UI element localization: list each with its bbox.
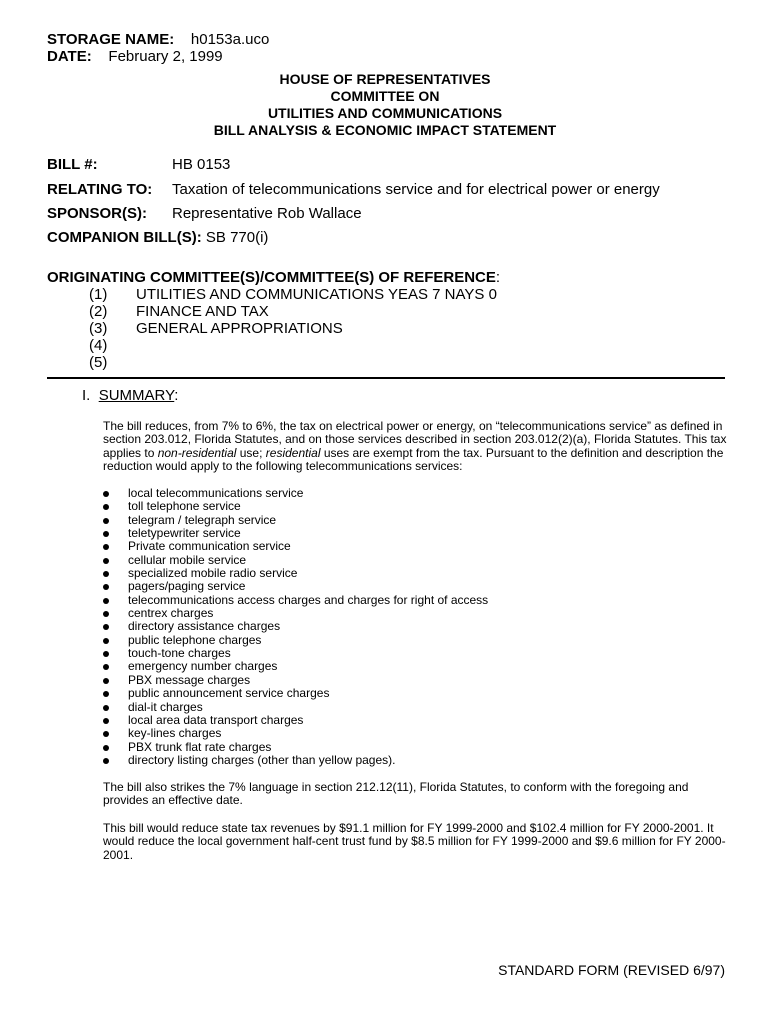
committee-name: FINANCE AND TAX <box>136 303 269 320</box>
date-label: DATE <box>47 48 87 65</box>
form-footer: STANDARD FORM (REVISED 6/97) <box>498 962 725 978</box>
date-line: DATE: February 2, 1999 <box>47 48 223 65</box>
list-item: telegram / telegraph service <box>103 514 728 527</box>
list-item: cellular mobile service <box>103 554 728 567</box>
heading-line: HOUSE OF REPRESENTATIVES <box>279 71 491 87</box>
summary-paragraph: This bill would reduce state tax revenues by $91.1 million for FY 1999-2000 and $102.4 million for FY 2000-2001. It would reduce the local government half-cent trust fund by $8.5 million for FY 1999-2000 and $9.6 million for FY 2000-2001. <box>103 821 726 862</box>
committee-number: (4) <box>89 337 108 354</box>
summary-emphasis: non-residential <box>157 445 237 460</box>
committee-number: (3) <box>89 320 108 337</box>
relating-to-value: Taxation of telecommunications service and for electrical power or energy <box>172 181 660 198</box>
summary-numeral: I. <box>82 387 91 404</box>
heading-line: BILL ANALYSIS & ECONOMIC IMPACT STATEMENT <box>213 122 557 138</box>
heading-line: UTILITIES AND COMMUNICATIONS <box>267 105 503 121</box>
bullet-icon <box>103 531 109 537</box>
bill-number-label: BILL # <box>47 156 93 173</box>
bullet-icon <box>103 758 109 764</box>
committee-name: GENERAL APPROPRIATIONS <box>136 320 343 337</box>
bullet-icon <box>103 678 109 684</box>
committees-heading: ORIGINATING COMMITTEE(S)/COMMITTEE(S) OF REFERENCE: <box>47 269 501 286</box>
bill-number-row: BILL #: HB 0153 <box>47 156 231 173</box>
bill-number-value: HB 0153 <box>172 156 231 173</box>
summary-text: uses are exempt from the tax. Pursuant to the definition and description the reduction would apply to the following telecommunications services: <box>103 445 724 474</box>
summary-paragraph <box>103 420 728 474</box>
list-item: local telecommunications service <box>103 487 728 500</box>
relating-to-label: RELATING TO <box>47 181 148 198</box>
summary-heading: I. SUMMARY: <box>82 387 179 404</box>
services-list <box>103 487 728 767</box>
list-item: directory listing charges (other than yellow pages). <box>103 754 728 767</box>
bullet-icon <box>103 518 109 524</box>
list-item: centrex charges <box>103 607 728 620</box>
date-value: February 2, 1999 <box>108 48 223 65</box>
bullet-icon <box>103 571 109 577</box>
committee-item <box>89 320 343 337</box>
bullet-icon <box>103 624 109 630</box>
bullet-icon <box>103 691 109 697</box>
bullet-icon <box>103 651 109 657</box>
list-item: telecommunications access charges and charges for right of access <box>103 594 728 607</box>
bullet-icon <box>103 718 109 724</box>
bullet-icon <box>103 584 109 590</box>
list-item: specialized mobile radio service <box>103 567 728 580</box>
section-divider <box>47 377 725 379</box>
bullet-icon <box>103 664 109 670</box>
list-item: key-lines charges <box>103 727 728 740</box>
committee-item <box>89 303 269 320</box>
summary-title: SUMMARY <box>98 387 175 404</box>
committee-item <box>89 354 136 371</box>
bullet-icon <box>103 544 109 550</box>
committee-item <box>89 337 136 354</box>
companion-bill-row: COMPANION BILL(S): SB 770(i) <box>47 229 269 246</box>
list-item: Private communication service <box>103 540 728 553</box>
summary-emphasis: residential <box>265 445 321 460</box>
storage-name-value: h0153a.uco <box>190 31 270 48</box>
list-item: public telephone charges <box>103 634 728 647</box>
heading-line: COMMITTEE ON <box>330 88 440 104</box>
bullet-icon <box>103 611 109 617</box>
bullet-icon <box>103 745 109 751</box>
committee-number: (5) <box>89 354 108 371</box>
bullet-icon <box>103 731 109 737</box>
list-item: touch-tone charges <box>103 647 728 660</box>
list-item: dial-it charges <box>103 701 728 714</box>
list-item: PBX message charges <box>103 674 728 687</box>
sponsor-value: Representative Rob Wallace <box>172 205 362 222</box>
committee-number: (1) <box>89 286 108 303</box>
bullet-icon <box>103 705 109 711</box>
relating-to-row: RELATING TO: Taxation of telecommunications service and for electrical power or energy <box>47 181 660 198</box>
bullet-icon <box>103 598 109 604</box>
document-heading <box>0 71 770 139</box>
committees-label: ORIGINATING COMMITTEE(S)/COMMITTEE(S) OF REFERENCE <box>47 269 496 286</box>
list-item: public announcement service charges <box>103 687 728 700</box>
bullet-icon <box>103 504 109 510</box>
summary-text: The bill reduces, from 7% to 6%, the tax on electrical power or energy, on “telecommunications service” as defined in section 203.012, Florida Statutes, and on those services described in section 203.012(2)(a), Florida Statutes. This tax applies to <box>103 419 727 460</box>
committee-name: UTILITIES AND COMMUNICATIONS YEAS 7 NAYS 0 <box>136 286 497 303</box>
storage-name-line: STORAGE NAME: h0153a.uco <box>47 31 270 48</box>
list-item: directory assistance charges <box>103 620 728 633</box>
list-item: toll telephone service <box>103 500 728 513</box>
bullet-icon <box>103 491 109 497</box>
list-item: pagers/paging service <box>103 580 728 593</box>
committee-item <box>89 286 497 303</box>
bullet-icon <box>103 558 109 564</box>
summary-paragraph: The bill also strikes the 7% language in section 212.12(11), Florida Statutes, to conform with the foregoing and provides an effective date. <box>103 780 689 808</box>
summary-text: use; <box>236 445 266 460</box>
sponsor-label: SPONSOR(S) <box>47 205 143 222</box>
sponsor-row: SPONSOR(S): Representative Rob Wallace <box>47 205 362 222</box>
companion-bill-value: SB 770(i) <box>205 229 269 246</box>
committee-number: (2) <box>89 303 108 320</box>
bullet-icon <box>103 638 109 644</box>
companion-bill-label: COMPANION BILL(S) <box>47 229 197 246</box>
storage-name-label: STORAGE NAME <box>47 31 170 48</box>
list-item: PBX trunk flat rate charges <box>103 741 728 754</box>
list-item: emergency number charges <box>103 660 728 673</box>
list-item: teletypewriter service <box>103 527 728 540</box>
list-item: local area data transport charges <box>103 714 728 727</box>
